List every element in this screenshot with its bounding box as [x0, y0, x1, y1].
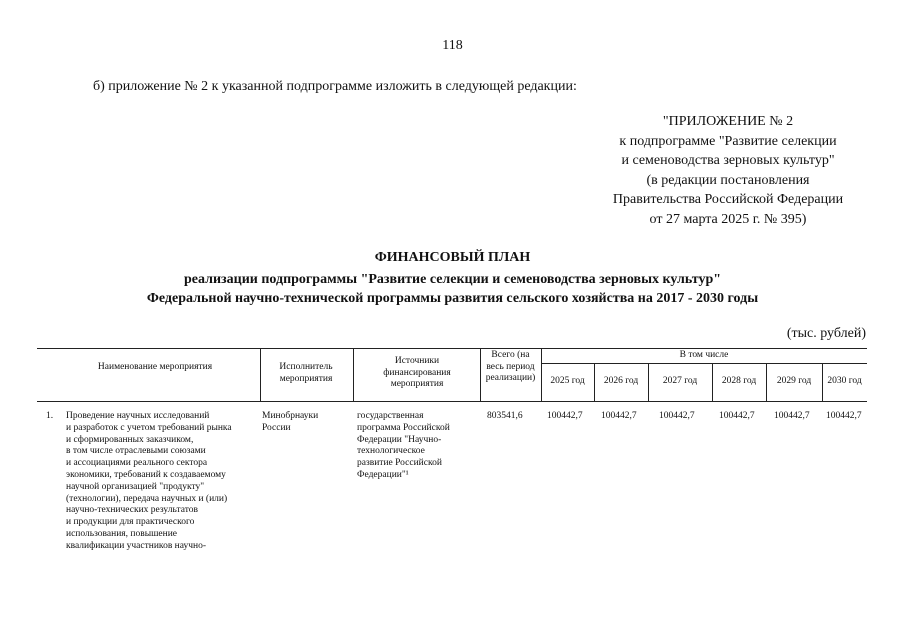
units-label: (тыс. рублей)	[786, 326, 866, 341]
header-year-2029: 2029 год	[776, 376, 812, 386]
table-top-rule	[37, 348, 867, 349]
row-source-line: программа Российской	[357, 422, 450, 433]
header-name: Наименование мероприятия	[97, 362, 213, 372]
header-sources: Источники финансирования мероприятия	[383, 356, 451, 389]
row-name	[66, 411, 266, 553]
header-year-2028: 2028 год	[721, 376, 757, 386]
row-source-line: развитие Российской	[357, 458, 442, 469]
row-source	[357, 411, 477, 482]
row-executor-line: Минобрнауки	[262, 411, 319, 421]
document-subtitle	[0, 270, 905, 308]
row-name-line: и сформированных заказчиком,	[66, 434, 194, 445]
row-name-line: использования, повышение	[66, 528, 178, 539]
header-including: В том числе	[679, 350, 729, 360]
row-name-line: (технологии), передача научных и (или)	[66, 493, 228, 504]
column-divider	[480, 348, 481, 401]
row-executor	[262, 411, 352, 435]
appendix-block	[560, 112, 896, 230]
row-name-line: экономики, требований к создаваемому	[66, 469, 226, 480]
column-divider	[260, 348, 261, 401]
row-number: 1.	[46, 411, 54, 421]
row-value-2030: 100442,7	[826, 411, 862, 421]
appendix-line: к подпрограмме "Развитие селекции	[619, 133, 837, 149]
header-year-2026: 2026 год	[603, 376, 639, 386]
row-name-line: научной организацией "продукту"	[66, 481, 205, 492]
row-name-line: Проведение научных исследований	[66, 411, 210, 421]
row-name-line: и разработок с учетом требований рынка	[66, 422, 232, 433]
row-value-2028: 100442,7	[719, 411, 755, 421]
header-year-2030: 2030 год	[827, 376, 862, 386]
column-divider	[353, 348, 354, 401]
header-year-2025: 2025 год	[550, 376, 585, 386]
row-name-line: и ассоциациями реального сектора	[66, 458, 208, 469]
row-name-line: и продукции для практического	[66, 517, 195, 528]
intro-paragraph: б) приложение № 2 к указанной подпрограмме изложить в следующей редакции:	[93, 79, 577, 94]
row-value-2029: 100442,7	[774, 411, 810, 421]
row-value-2026: 100442,7	[601, 411, 637, 421]
row-value-2025: 100442,7	[547, 411, 583, 421]
row-name-line: квалификации участников научно-	[66, 540, 207, 551]
appendix-line: и семеноводства зерновых культур"	[621, 153, 835, 169]
appendix-line: от 27 марта 2025 г. № 395)	[649, 211, 807, 227]
header-year-2027: 2027 год	[662, 376, 698, 386]
appendix-line: "ПРИЛОЖЕНИЕ № 2	[662, 114, 794, 129]
row-name-line: научно-технических результатов	[66, 505, 198, 516]
row-value-2027: 100442,7	[659, 411, 695, 421]
row-source-line: государственная	[357, 411, 424, 421]
row-executor-line: России	[262, 422, 291, 433]
row-source-line: технологическое	[357, 446, 425, 457]
row-source-line: Федерации "Научно-	[357, 434, 442, 445]
row-total: 803541,6	[487, 411, 523, 421]
document-title: ФИНАНСОВЫЙ ПЛАН	[374, 250, 531, 265]
appendix-line: (в редакции постановления	[646, 172, 810, 188]
page-number: 118	[442, 38, 463, 53]
year-header-rule	[541, 363, 867, 364]
appendix-line: Правительства Российской Федерации	[612, 192, 844, 208]
row-name-line: в том числе отраслевыми союзами	[66, 446, 206, 457]
table-header-bottom-rule	[37, 401, 867, 402]
header-executor: Исполнитель мероприятия	[279, 362, 333, 384]
row-source-line: Федерации"¹	[357, 469, 409, 480]
subtitle-line: Федеральной научно-технической программы развития сельского хозяйства на 2017 - 2030 годы	[146, 291, 759, 306]
header-total: Всего (на весь период реализации)	[485, 350, 536, 383]
subtitle-line: реализации подпрограммы "Развитие селекции и семеноводства зерновых культур"	[183, 272, 722, 287]
